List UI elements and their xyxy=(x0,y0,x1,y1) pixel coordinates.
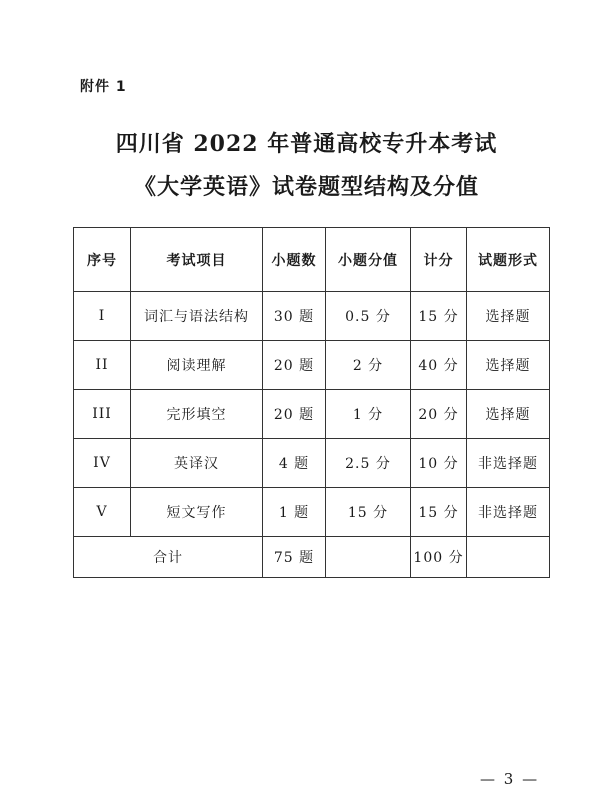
header-points: 计分 xyxy=(411,228,467,292)
table-row xyxy=(74,292,550,341)
cell-serial: II xyxy=(74,341,131,390)
cell-question-format: 选择题 xyxy=(467,292,550,341)
cell-question-count: 4 题 xyxy=(263,439,326,488)
table-header-row xyxy=(74,228,550,292)
header-question-score: 小题分值 xyxy=(326,228,411,292)
cell-question-score: 2 分 xyxy=(326,341,411,390)
exam-structure-table xyxy=(73,227,550,578)
cell-exam-item: 英译汉 xyxy=(131,439,263,488)
header-question-count: 小题数 xyxy=(263,228,326,292)
cell-question-format: 选择题 xyxy=(467,341,550,390)
cell-exam-item: 阅读理解 xyxy=(131,341,263,390)
cell-serial: III xyxy=(74,390,131,439)
cell-question-count: 30 题 xyxy=(263,292,326,341)
cell-question-count: 1 题 xyxy=(263,488,326,537)
cell-points: 20 分 xyxy=(411,390,467,439)
cell-question-score: 1 分 xyxy=(326,390,411,439)
cell-question-format: 非选择题 xyxy=(467,488,550,537)
cell-question-count: 20 题 xyxy=(263,341,326,390)
cell-question-score: 15 分 xyxy=(326,488,411,537)
header-question-format: 试题形式 xyxy=(467,228,550,292)
attachment-label: 附件 1 xyxy=(80,79,127,95)
cell-points: 40 分 xyxy=(411,341,467,390)
cell-points: 15 分 xyxy=(411,292,467,341)
table-row xyxy=(74,341,550,390)
cell-serial: V xyxy=(74,488,131,537)
cell-total-points: 100 分 xyxy=(411,537,467,578)
cell-question-score: 0.5 分 xyxy=(326,292,411,341)
cell-total-empty xyxy=(467,537,550,578)
table-row xyxy=(74,390,550,439)
page-title-line-2: 《大学英语》试卷题型结构及分值 xyxy=(133,174,479,200)
table-row xyxy=(74,439,550,488)
cell-exam-item: 短文写作 xyxy=(131,488,263,537)
table-row xyxy=(74,488,550,537)
cell-total-count: 75 题 xyxy=(263,537,326,578)
cell-serial: IV xyxy=(74,439,131,488)
cell-serial: I xyxy=(74,292,131,341)
header-exam-item: 考试项目 xyxy=(131,228,263,292)
cell-exam-item: 词汇与语法结构 xyxy=(131,292,263,341)
cell-exam-item: 完形填空 xyxy=(131,390,263,439)
cell-question-score: 2.5 分 xyxy=(326,439,411,488)
page-title-line-1: 四川省 2022 年普通高校专升本考试 xyxy=(115,131,498,157)
page-number: — 3 — xyxy=(480,770,540,788)
cell-points: 10 分 xyxy=(411,439,467,488)
cell-total-label: 合计 xyxy=(74,537,263,578)
cell-question-format: 选择题 xyxy=(467,390,550,439)
header-serial: 序号 xyxy=(74,228,131,292)
table-total-row xyxy=(74,537,550,578)
cell-question-format: 非选择题 xyxy=(467,439,550,488)
cell-total-empty xyxy=(326,537,411,578)
cell-question-count: 20 题 xyxy=(263,390,326,439)
cell-points: 15 分 xyxy=(411,488,467,537)
